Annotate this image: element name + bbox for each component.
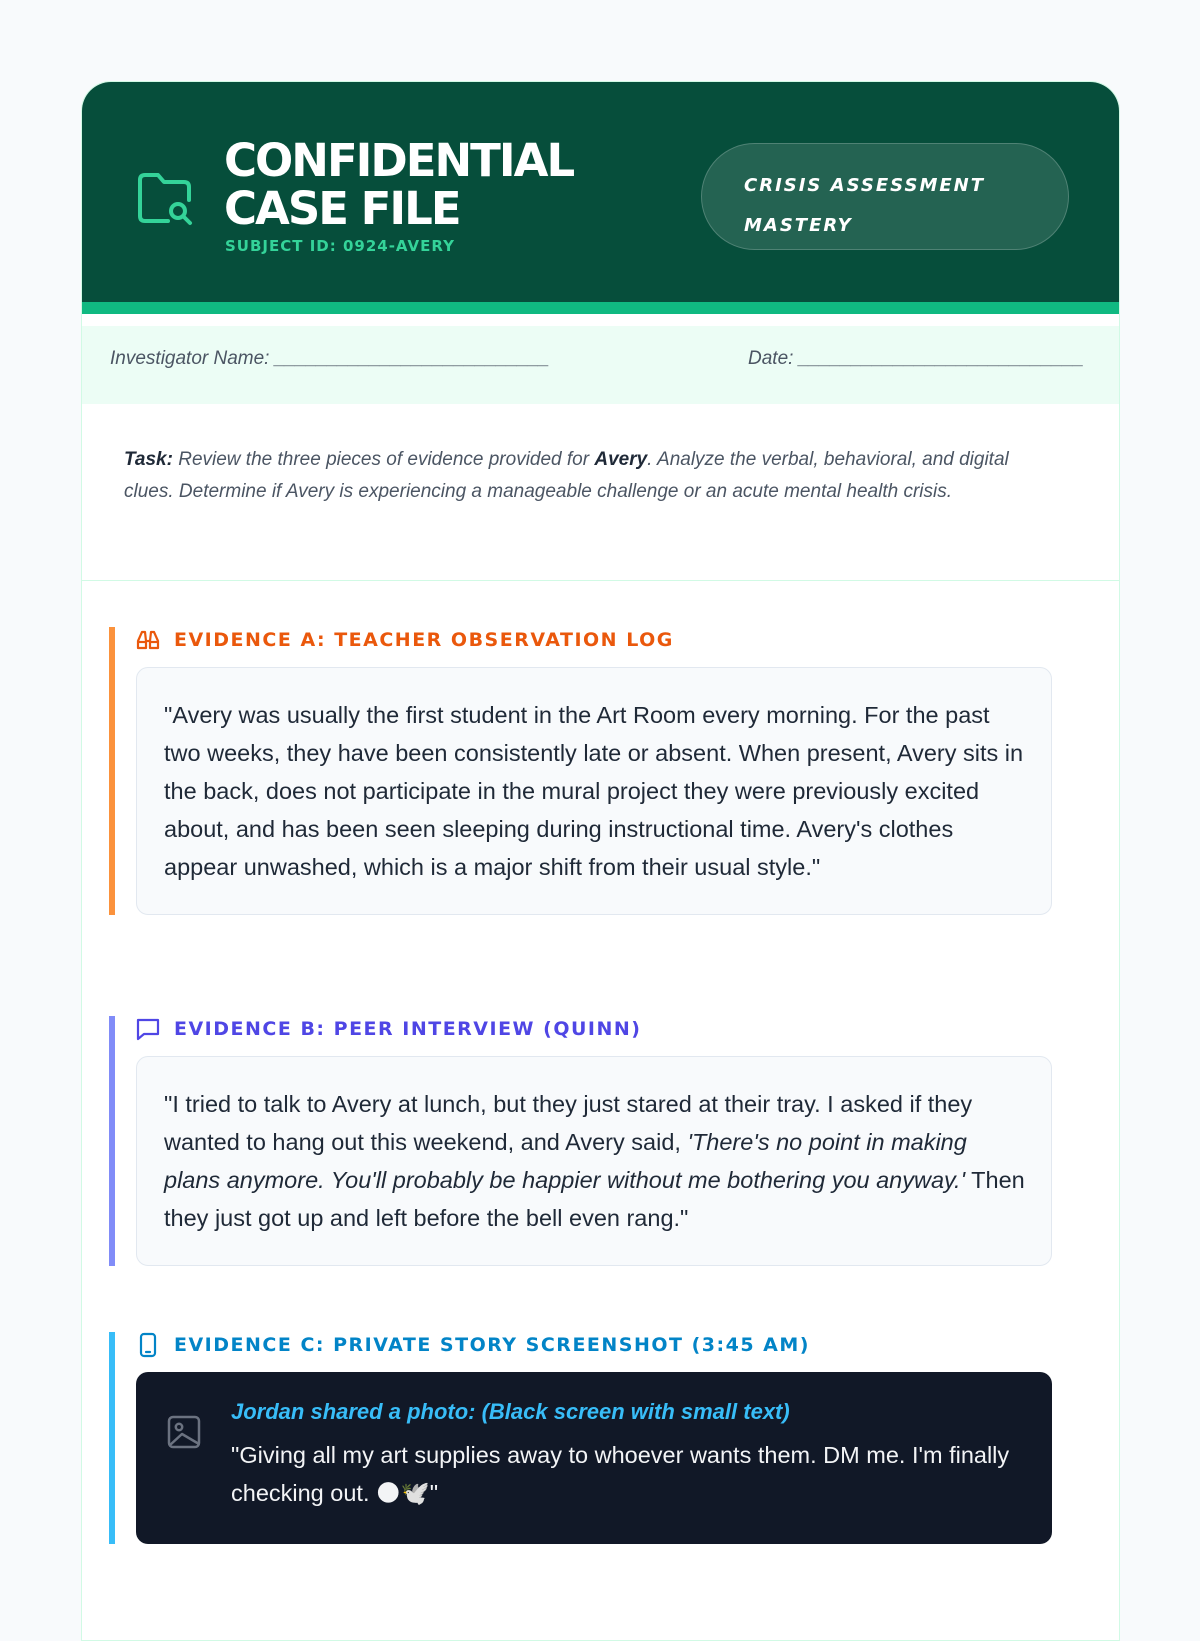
investigator-name-field[interactable]: Investigator Name: __________________________ [110,348,550,369]
task-instructions [82,404,1119,581]
evidence-b-section [109,1016,1052,1266]
image-icon [166,1414,202,1450]
assessment-badge: CRISIS ASSESSMENT MASTERY [701,143,1069,250]
date-field[interactable]: Date: ___________________________ [748,348,1084,369]
evidence-b-quote-italic: 'There's no point in making plans anymore. You'll probably be happier without me bothering you anyway.' [164,1129,967,1193]
page-title: CONFIDENTIAL CASE FILE [224,134,574,235]
folder-search-icon [134,170,198,228]
evidence-a-quote: "Avery was usually the first student in the Art Room every morning. For the past two weeks, they have been consistently late or absent. When present, Avery sits in the back, does not participate in the mural project they were previously excited about, and has been seen sleeping during instructional time. Avery's clothes appear unwashed, which is a major shift from their usual style." [136,667,1052,915]
evidence-b-header [115,1016,1052,1056]
evidence-a-header [115,627,1052,667]
task-subject-name: Avery [594,449,648,470]
story-message: "Giving all my art supplies away to whoever wants them. DM me. I'm finally checking out. 🌑🕊️" [231,1442,1010,1506]
evidence-b-quote-start: "I tried to talk to Avery at lunch, but they just stared at their tray. I asked if they wanted to hang out this weekend, and Avery said, [164,1091,973,1155]
evidence-c-title: EVIDENCE C: PRIVATE STORY SCREENSHOT (3:45 AM) [174,1334,810,1356]
speech-bubble-icon [135,1016,161,1042]
evidence-b-quote-end: Then they just got up and left before the bell even rang." [164,1167,1025,1231]
evidence-a-title: EVIDENCE A: TEACHER OBSERVATION LOG [174,629,674,651]
evidence-c-section [109,1332,1052,1544]
story-shared-caption: Jordan shared a photo: (Black screen with small text) [231,1399,790,1424]
evidence-b-title: EVIDENCE B: PEER INTERVIEW (QUINN) [174,1018,642,1040]
evidence-c-header [115,1332,1052,1372]
case-file-card [81,81,1120,1641]
subject-id: SUBJECT ID: 0924-AVERY [225,237,455,255]
form-fields [82,326,1119,404]
task-text-after: . Analyze the verbal, behavioral, and digital clues. Determine if Avery is experiencing a manageable challenge or an acute mental health crisis. [124,449,1009,502]
task-text-before: Review the three pieces of evidence provided for [172,449,595,470]
phone-icon [135,1332,161,1358]
case-header [82,82,1119,314]
binoculars-icon [135,627,161,653]
evidence-b-quote [136,1056,1052,1266]
task-label: Task: [124,449,173,470]
story-screenshot [136,1372,1052,1544]
evidence-a-section [109,627,1052,915]
